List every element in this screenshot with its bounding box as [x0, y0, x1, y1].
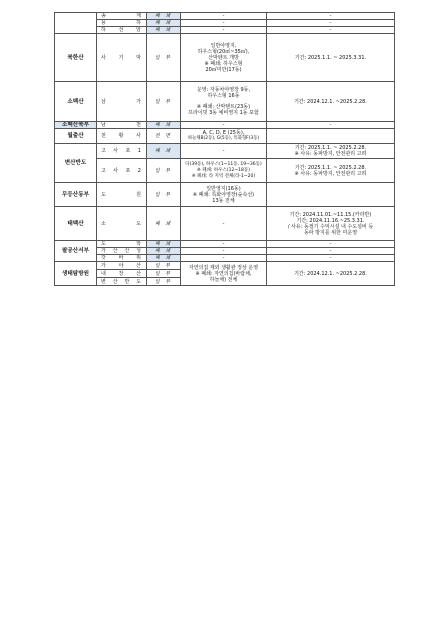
park-name: 월출산 [55, 129, 97, 144]
detail-cell: - [181, 20, 267, 27]
table-row [55, 20, 395, 27]
status-cell: 폐 쇄 [147, 248, 181, 255]
period-cell: - [267, 20, 395, 27]
table-row [55, 34, 395, 82]
status-cell: 일 부 [147, 159, 181, 183]
area-cell: 고 사 포 2 [97, 159, 147, 183]
period-cell: 기간: 2024.12.1. ~2025.2.28. [267, 262, 395, 286]
campsite-status-table-page [54, 12, 394, 286]
area-cell: 가 산 산 성 [97, 248, 147, 255]
status-cell: 폐 쇄 [147, 241, 181, 248]
area-cell: 천 황 사 [97, 129, 147, 144]
table-row [55, 27, 395, 34]
period-cell [267, 129, 395, 144]
table-row [55, 122, 395, 129]
detail-cell: - [181, 13, 267, 20]
table-row [55, 129, 395, 144]
area-cell: 도 원 [97, 183, 147, 207]
status-cell: 폐 쇄 [147, 255, 181, 262]
area-cell: 하 선 암 [97, 27, 147, 34]
detail-cell: - [181, 241, 267, 248]
detail-cell: - [181, 255, 267, 262]
period-cell: 기간: 2025.1.1. ~ 2025.2.28. ※ 사유: 동파방지, 안전관리 고려 [267, 144, 395, 159]
period-cell: - [267, 122, 395, 129]
detail-cell: - [181, 27, 267, 34]
status-cell: 일 부 [147, 34, 181, 82]
detail-cell: 일반영지(16동) ※ 폐쇄: 특화야영장(숲속선) 13동 전체 [181, 183, 267, 207]
area-cell: 용 하 [97, 20, 147, 27]
table-row [55, 262, 395, 270]
period-cell: - [267, 241, 395, 248]
period-cell: - [267, 255, 395, 262]
period-cell [267, 183, 395, 207]
period-cell: 기간: 2024.12.1. ~2025.2.28. [267, 82, 395, 122]
table-row [55, 144, 395, 159]
detail-cell: - [181, 248, 267, 255]
table-row [55, 207, 395, 241]
area-cell: 고 사 포 1 [97, 144, 147, 159]
park-name: 소백산 [55, 82, 97, 122]
status-cell: 폐 쇄 [147, 122, 181, 129]
area-cell: 삼 가 [97, 82, 147, 122]
period-cell: - [267, 27, 395, 34]
area-cell: 가 야 산 [97, 262, 147, 270]
table-row [55, 82, 395, 122]
period-cell: 기간: 2025.1.1. ~ 2025.3.31. [267, 34, 395, 82]
status-cell: 일 부 [147, 82, 181, 122]
period-cell: - [267, 248, 395, 255]
detail-cell: 일반야영지, 하우스형(20㎡~35㎡), 산막텐트 개방 ※ 폐쇄: 하우스형 20㎡미만(17동) [181, 34, 267, 82]
area-cell: 도 학 [97, 241, 147, 248]
park-name: 소백산북부 [55, 122, 97, 129]
status-cell: 일 부 [147, 183, 181, 207]
campsite-status-table [54, 12, 395, 286]
detail-cell: - [181, 144, 267, 159]
status-cell: 폐 쇄 [147, 207, 181, 241]
table-row [55, 13, 395, 20]
park-name: 태백산 [55, 207, 97, 241]
table-row [55, 159, 395, 183]
area-cell: 변 산 반 도 [97, 278, 147, 286]
detail-cell: 운영: 자동차야영장 9동, 하우스형 16동 ※ 폐쇄: 산막텐트(23동) 프라이빗 3동 예비영지 1동 포함 [181, 82, 267, 122]
detail-cell: A, C, D, E (25동), 하늘채B(2동), G(5동), 특화형F(3동) [181, 129, 267, 144]
park-name: 팔공산서부 [55, 241, 97, 262]
status-cell: 일 부 [147, 278, 181, 286]
status-cell: 폐 쇄 [147, 144, 181, 159]
table-row [55, 183, 395, 207]
status-cell: 전 면 [147, 129, 181, 144]
detail-cell: - [181, 207, 267, 241]
status-cell: 폐 쇄 [147, 20, 181, 27]
period-cell: - [267, 13, 395, 20]
table-row [55, 255, 395, 262]
area-cell: 내 장 산 [97, 270, 147, 278]
park-name: 북한산 [55, 34, 97, 82]
status-cell: 폐 쇄 [147, 27, 181, 34]
table-row [55, 241, 395, 248]
status-cell: 일 부 [147, 270, 181, 278]
status-cell: 일 부 [147, 262, 181, 270]
area-cell: 남 천 [97, 122, 147, 129]
status-cell: 폐 쇄 [147, 13, 181, 20]
park-name: 무등산동부 [55, 183, 97, 207]
area-cell: 갓 바 위 [97, 255, 147, 262]
period-cell: 기간: 2024.11.01.~11.15.(카라반) 기간: 2024.11.16.~25.3.31. / 사유: 동절기 수익시설 내 수도설비 등 동파 방지를 위한 미운영 [267, 207, 395, 241]
table-row [55, 248, 395, 255]
area-cell: 사 기 막 [97, 34, 147, 82]
period-cell: 기간: 2025.1.1. ~ 2025.2.28. ※ 사유: 동파방지, 안전관리 고려 [267, 159, 395, 183]
area-cell: 소 도 [97, 207, 147, 241]
park-name: 변산반도 [55, 144, 97, 183]
park-name: 생태탐방원 [55, 262, 97, 286]
area-cell: 송 계 [97, 13, 147, 20]
detail-cell: 다(39동), 하우스(1~11동, 19~36동) ※ 폐쇄: 하우스(12~18동) ※ 폐쇄: 라 지역 전체(라-1~20) [181, 159, 267, 183]
park-cell-top [55, 13, 97, 34]
detail-cell: - [181, 122, 267, 129]
detail-cell: 자연의집 제외 생활관 정상 운영 ※ 폐쇄: 자연의집(바람채, 하늘채) 전체 [181, 262, 267, 286]
